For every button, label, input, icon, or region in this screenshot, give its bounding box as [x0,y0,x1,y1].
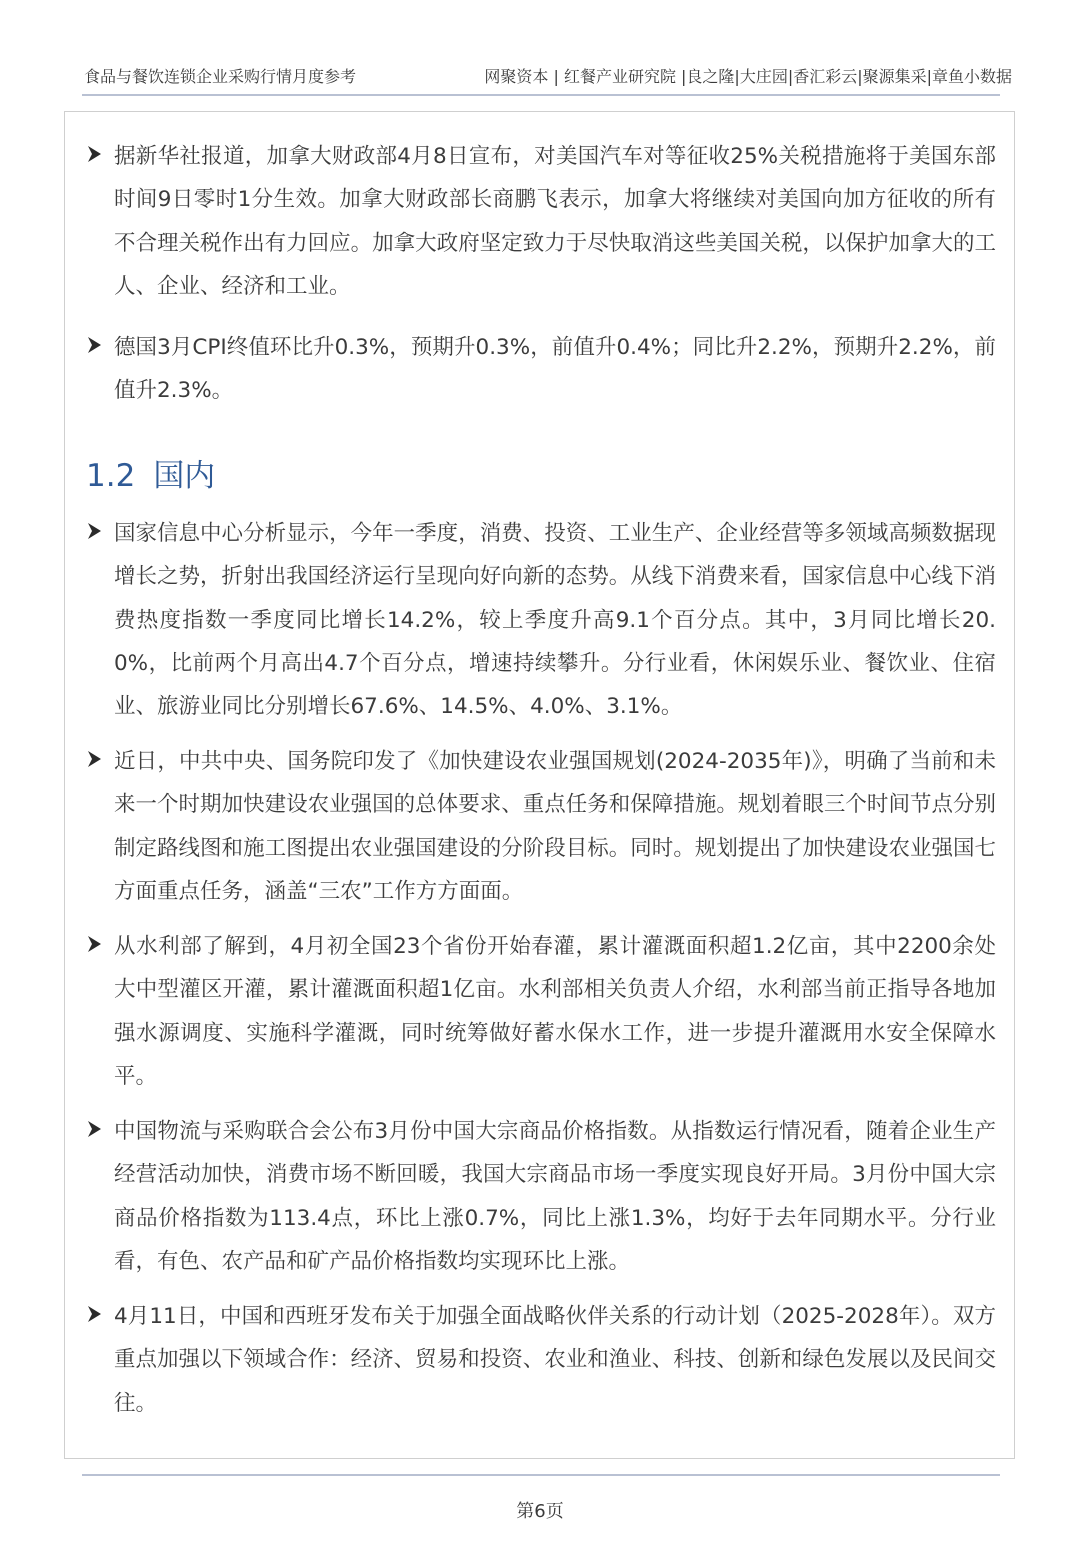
section-number: 1.2 [86,458,136,494]
news-item-text: 从水利部了解到，4月初全国23个省份开始春灌，累计灌溉面积超1.2亿亩，其中2200余处大中型灌区开灌，累计灌溉面积超1亿亩。水利部相关负责人介绍，水利部当前正指导各地加强水源调度、实施科学灌溉，同时统筹做好蓄水保水工作，进一步提升灌溉用水安全保障水平。 [114,934,996,1089]
arrow-bullet-icon [86,749,104,769]
news-item-text: 据新华社报道，加拿大财政部4月8日宣布，对美国汽车对等征收25%关税措施将于美国东部时间9日零时1分生效。加拿大财政部长商鹏飞表示，加拿大将继续对美国向加方征收的所有不合理关税作出有力回应。加拿大政府坚定致力于尽快取消这些美国关税，以保护加拿大的工人、企业、经济和工业。 [114,144,996,299]
news-item-text: 德国3月CPI终值环比升0.3%，预期升0.3%，前值升0.4%；同比升2.2%，预期升2.2%，前值升2.3%。 [114,335,996,404]
page-header [82,58,1012,94]
header-divider [82,94,1000,96]
news-item-text: 中国物流与采购联合会公布3月份中国大宗商品价格指数。从指数运行情况看，随着企业生产经营活动加快，消费市场不断回暖，我国大宗商品市场一季度实现良好开局。3月份中国大宗商品价格指数为113.4点，环比上涨0.7%，同比上涨1.3%，均好于去年同期水平。分行业看，有色、农产品和矿产品价格指数均实现环比上涨。 [114,1119,996,1274]
news-item-germany-cpi [86,326,996,413]
section-heading-domestic [86,454,215,498]
news-item-china-spain [86,1295,996,1425]
news-item-consumption-index [86,512,996,728]
arrow-bullet-icon [86,1304,104,1324]
report-title: 食品与餐饮连锁企业采购行情月度参考 [84,67,357,86]
arrow-bullet-icon [86,934,104,954]
news-item-commodity-index [86,1110,996,1283]
arrow-bullet-icon [86,521,104,541]
footer-divider [82,1474,1000,1476]
publisher-list: 网聚资本 | 红餐产业研究院 |良之隆|大庄园|香汇彩云|聚源集采|章鱼小数据 [484,67,1012,86]
news-item-text: 国家信息中心分析显示，今年一季度，消费、投资、工业生产、企业经营等多领域高频数据现增长之势，折射出我国经济运行呈现向好向新的态势。从线下消费来看，国家信息中心线下消费热度指数一季度同比增长14.2%，较上季度升高9.1个百分点。其中，3月同比增长20.0%，比前两个月高出4.7个百分点，增速持续攀升。分行业看，休闲娱乐业、餐饮业、住宿业、旅游业同比分别增长67.6%、14.5%、4.0%、3.1%。 [114,521,996,720]
news-item-text: 近日，中共中央、国务院印发了《加快建设农业强国规划(2024-2035年)》，明确了当前和未来一个时期加快建设农业强国的总体要求、重点任务和保障措施。规划着眼三个时间节点分别制定路线图和施工图提出农业强国建设的分阶段目标。同时。规划提出了加快建设农业强国七方面重点任务，涵盖“三农”工作方方面面。 [114,749,996,904]
arrow-bullet-icon [86,1119,104,1139]
page-number: 第6页 [516,1501,564,1522]
arrow-bullet-icon [86,144,104,164]
section-title: 国内 [153,458,216,494]
arrow-bullet-icon [86,335,104,355]
news-item-agriculture-plan [86,740,996,913]
news-item-text: 4月11日，中国和西班牙发布关于加强全面战略伙伴关系的行动计划（2025-2028年）。双方重点加强以下领域合作：经济、贸易和投资、农业和渔业、科技、创新和绿色发展以及民间交往。 [114,1304,996,1416]
news-item-irrigation [86,925,996,1098]
news-item-canada-tariff [86,135,996,308]
